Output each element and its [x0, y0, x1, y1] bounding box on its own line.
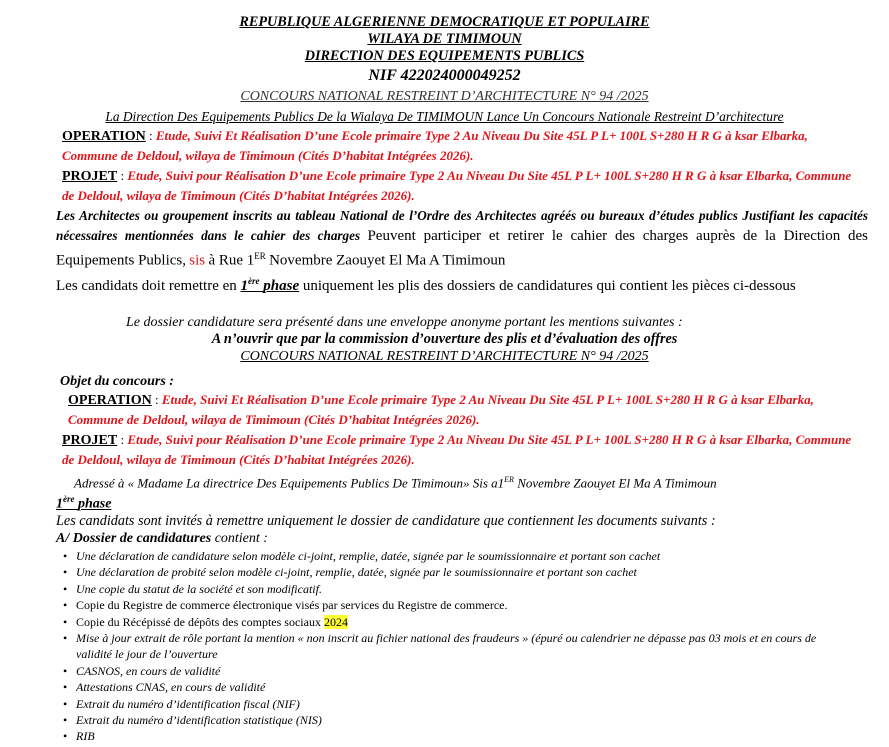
- projet-label-2: PROJET: [62, 433, 118, 448]
- dossier-title: A/ Dossier de candidatures: [56, 531, 212, 546]
- document-item: • Une déclaration de probité selon modèle ci-joint, remplie, datée, signée par le soumissionnaire et portant son cachet: [62, 564, 852, 580]
- invites-text: Les candidats sont invités à remettre uniquement le dossier de candidature que contiennent les documents suivants :: [56, 513, 716, 529]
- phase-label-2: 1ère phase: [56, 494, 112, 512]
- operation-label: OPERATION: [62, 129, 146, 144]
- document-item: • Copie du Registre de commerce électronique visés par services du Registre de commerce.: [62, 597, 852, 613]
- concours-title-2: CONCOURS NATIONAL RESTREINT D’ARCHITECTURE N° 94 /2025: [240, 349, 649, 364]
- architects-rue-sup: ER: [254, 251, 266, 261]
- concours-title: CONCOURS NATIONAL RESTREINT D’ARCHITECTURE N° 94 /2025: [240, 89, 649, 104]
- dossier-contient: contient :: [214, 531, 268, 546]
- architects-text-3: Novembre Zaouyet El Ma A Timimoun: [269, 252, 506, 269]
- operation-block: OPERATION : Etude, Suivi Et Réalisation D’une Ecole primaire Type 2 Au Niveau Du Site 45L P L+ 100L S+280 H R G à ksar Elbarka, Commune de Deldoul, wilaya de Timimoun (Cités D’habitat Intégrées 2026).: [62, 128, 808, 163]
- projet-block-2: PROJET : Etude, Suivi pour Réalisation D’une Ecole primaire Type 2 Au Niveau Du Site 45L P L+ 100L S+280 H R G à ksar Elbarka, Commune de Deldoul, wilaya de Timimoun (Cités D’habitat Intégrées 2026).: [62, 432, 852, 467]
- projet-text: Etude, Suivi pour Réalisation D’une Ecole primaire Type 2 Au Niveau Du Site 45L P L+ 100L S+280 H R G à ksar Elbarka, Commune de Deldoul, wilaya de Timimoun (Cités D’habitat Intégrées 2026).: [62, 168, 852, 203]
- document-item: • Une déclaration de candidature selon modèle ci-joint, remplie, datée, signée par le soumissionnaire et portant son cachet: [62, 548, 852, 564]
- projet-text-2: Etude, Suivi pour Réalisation D’une Ecole primaire Type 2 Au Niveau Du Site 45L P L+ 100L S+280 H R G à ksar Elbarka, Commune de Deldoul, wilaya de Timimoun (Cités D’habitat Intégrées 2026).: [62, 432, 852, 467]
- document-item: • RIB: [62, 728, 852, 744]
- document-item: • Extrait du numéro d’identification statistique (NIS): [62, 712, 852, 728]
- wilaya-title: WILAYA DE TIMIMOUN: [367, 31, 522, 47]
- operation-text: Etude, Suivi Et Réalisation D’une Ecole primaire Type 2 Au Niveau Du Site 45L P L+ 100L S+280 H R G à ksar Elbarka, Commune de Deldoul, wilaya de Timimoun (Cités D’habitat Intégrées 2026).: [62, 128, 808, 163]
- candidats-paragraph: [56, 272, 846, 296]
- recepisse-year-highlight: 2024: [323, 614, 348, 629]
- a-nouvrir-text: A n’ouvrir que par la commission d’ouverture des plis et d’évaluation des offres: [211, 331, 678, 347]
- republic-title: REPUBLIQUE ALGERIENNE DEMOCRATIQUE ET POPULAIRE: [239, 14, 650, 30]
- document-item: • Extrait du numéro d’identification fiscal (NIF): [62, 696, 852, 712]
- dossier-presente-text: Le dossier candidature sera présenté dans une enveloppe anonyme portant les mentions suivantes :: [126, 315, 683, 330]
- documents-list: [62, 548, 852, 745]
- document-item: • Attestations CNAS, en cours de validité: [62, 679, 852, 695]
- projet-block: PROJET : Etude, Suivi pour Réalisation D’une Ecole primaire Type 2 Au Niveau Du Site 45L P L+ 100L S+280 H R G à ksar Elbarka, Commune de Deldoul, wilaya de Timimoun (Cités D’habitat Intégrées 2026).: [62, 168, 852, 203]
- adresse-text: Adressé à « Madame La directrice Des Equipements Publics De Timimoun» Sis a1ER Novembre Zaouyet El Ma A Timimoun: [74, 475, 717, 491]
- operation-label-2: OPERATION: [68, 393, 152, 408]
- architects-bold-text: Les Architectes ou groupement inscrits au tableau National de l’Ordre des Architectes agréés ou bureaux d’études publics Justifiant les capacités nécessaires mentionnées dans le cahier des charges: [56, 208, 868, 243]
- candidats-text-1: Les candidats doit remettre en: [56, 278, 237, 294]
- document-item: • Une copie du statut de la société et son modificatif.: [62, 581, 852, 597]
- direction-title: DIRECTION DES EQUIPEMENTS PUBLICS: [304, 48, 585, 64]
- architects-text-1: Peuvent participer et retirer le cahier des charges auprès de la Direction des Equipements Publics,: [56, 228, 868, 269]
- projet-label: PROJET: [62, 169, 118, 184]
- candidats-text-2: uniquement les plis des dossiers de candidatures qui contient les pièces ci-dessous: [302, 278, 796, 294]
- intro-text: La Direction Des Equipements Publics De la Wialaya De TIMIMOUN Lance Un Concours Nationale Restreint D’architecture: [105, 109, 784, 124]
- document-item: • CASNOS, en cours de validité: [62, 663, 852, 679]
- objet-label: Objet du concours :: [60, 374, 174, 389]
- phase-label: 1ère phase: [240, 276, 300, 294]
- architects-sis: sis: [189, 252, 206, 269]
- document-item-recepisse: • Copie du Récépissé de dépôts des comptes sociaux 2024: [62, 614, 852, 630]
- operation-block-2: OPERATION : Etude, Suivi Et Réalisation D’une Ecole primaire Type 2 Au Niveau Du Site 45L P L+ 100L S+280 H R G à ksar Elbarka, Commune de Deldoul, wilaya de Timimoun (Cités D’habitat Intégrées 2026).: [68, 392, 814, 427]
- dossier-candidatures-heading: [56, 530, 268, 548]
- operation-text-2: Etude, Suivi Et Réalisation D’une Ecole primaire Type 2 Au Niveau Du Site 45L P L+ 100L S+280 H R G à ksar Elbarka, Commune de Deldoul, wilaya de Timimoun (Cités D’habitat Intégrées 2026).: [68, 392, 814, 427]
- architects-paragraph: [56, 206, 868, 270]
- nif-number: NIF 422024000049252: [368, 67, 521, 84]
- document-item: • Mise à jour extrait de rôle portant la mention « non inscrit au fichier national des fraudeurs » (épuré ou calendrier ne dépasse pas 03 mois et en cours de validité le jour de l’ouverture: [62, 630, 852, 663]
- architects-rue: à Rue 1: [208, 252, 255, 269]
